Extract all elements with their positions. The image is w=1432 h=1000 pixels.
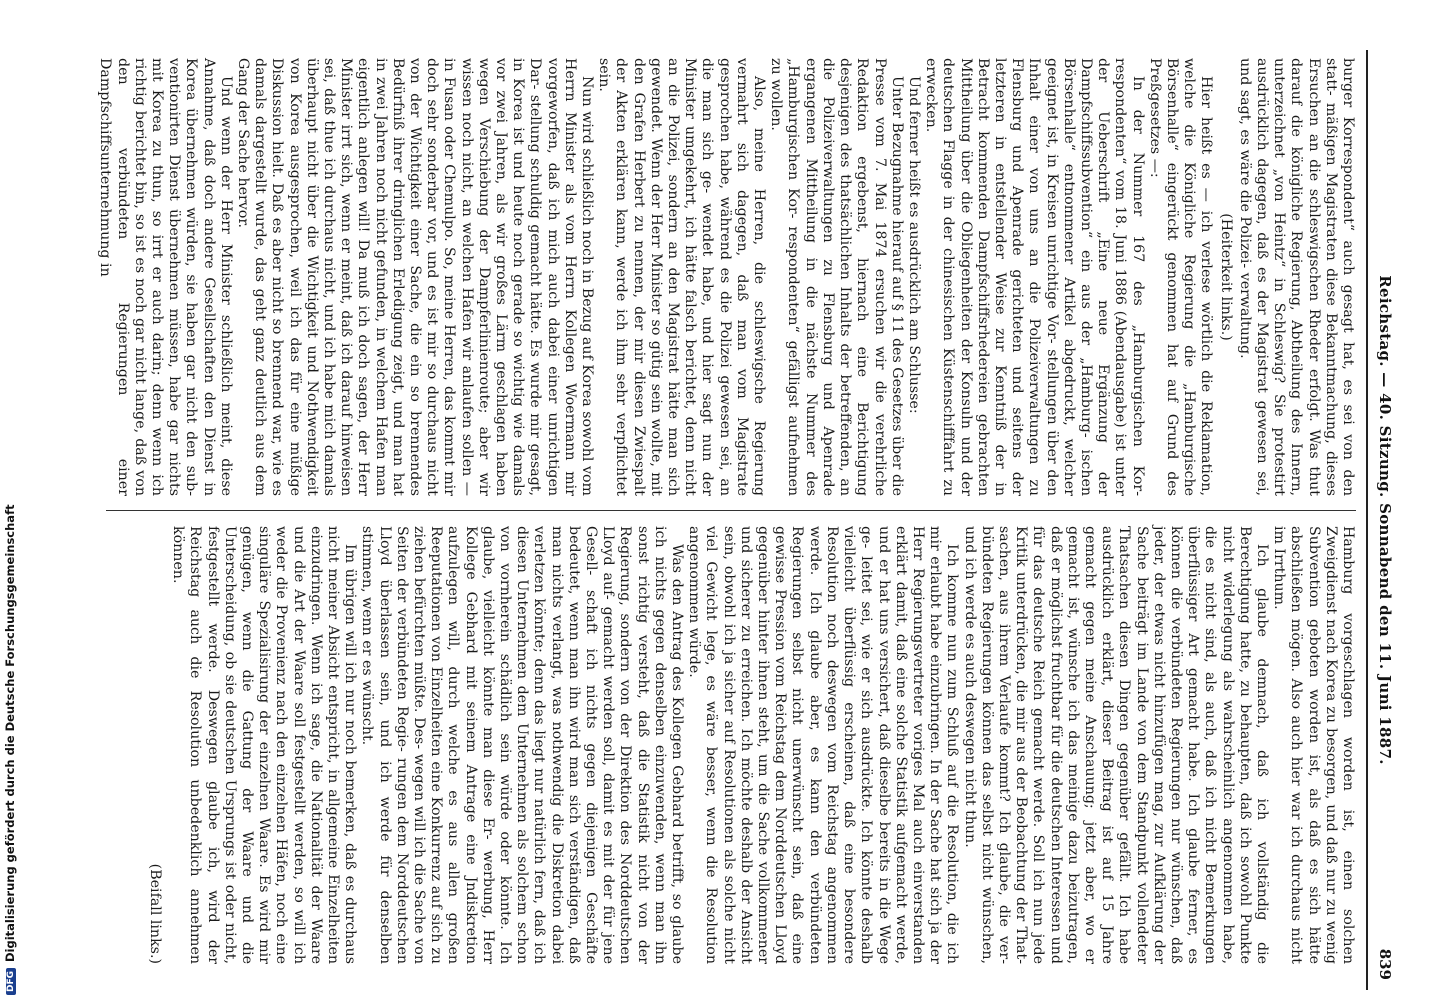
column-divider — [106, 510, 1356, 511]
rotated-page — [90, 40, 1396, 1000]
paragraph: burger Korrespondent“ auch gesagt hat, es sei von den statt- mäßigen Magistraten diese Bekanntmachung, dieses Ersuchen an die schleswigschen Rheder erfolgt. Was thut darauf die königliche Regierung, Abtheilung des Innern, unterzeichnet „von Heintz“ in Schleswig? Sie protestirt ausdrücklich dagegen, daß es der Magistrat gewesen sei, und sagt, es wäre die Polizei- verwaltung. — [1236, 58, 1356, 496]
right-column — [101, 526, 1356, 964]
paragraph: Ich glaube demnach, daß ich vollständig die Berechtigung hatte, zu behaupten, daß ich sowohl Punkte nicht widerlegung als wahrscheinlich angenommen habe, die es nicht sind, als auch, daß ich nicht Bemerkungen überflüssiger Art gemacht habe. Ich glaube ferner, es können die verbündeten Regierungen nur wünschen, daß jeder, der etwas nicht hinzufügen mag, zur Aufklärung der Sache beiträgt im Lande von dem Standpunkt vollendeter Thatsachen diesen Dingen gegenüber gefällt. Ich habe ausdrücklich erklärt, dieser Beitrag ist auf 15 Jahre gemacht gegen meine Anschauung; jetzt aber, wo er gemacht ist, wünsche ich das meinige dazu beizutragen, daß er möglichst fruchtbar für die deutschen Interessen und für das deutsche Reich gemacht werde. Soll ich nun jede Kritik unterdrücken, die mir aus der Beobachtung der That- sachen, aus ihrem Verlaufe kommt? Ich glaube, die ver- bündeten Regierungen können das selbst nicht wünschen, und ich werde es auch deswegen nicht thun. — [961, 526, 1270, 964]
paragraph: Und ferner heißt es ausdrücklich am Schlusse: — [905, 76, 922, 414]
page-header — [1372, 60, 1396, 980]
header-rule — [1366, 50, 1368, 990]
paragraph: Hamburg vorgeschlagen worden ist, einen solchen Zweigdienst nach Korea zu besorgen, und daß nur zu wenig Subvention geboten worden ist, als daß es sich hätte abschließen mögen. Also auch hier war ich durchaus nicht im Irrthum. — [1271, 526, 1356, 964]
digitization-credit — [0, 0, 24, 1000]
interjection: (Beifall links.) — [146, 863, 163, 964]
interjection: (Heiterkeit links.) — [1217, 213, 1234, 341]
quoted-paragraph: In der Nummer 167 des „Hamburgischen Kor- respondenten“ vom 18. Juni 1886 (Abendausgabe) ist unter der Ueberschrift „Eine neue Ergänzung der Dampfschiffssubvention“ ein aus der „Hamburg- ischen Börsenhalle“ entnommener Artikel abgedruckt, welcher geeignet ist, in Kreisen unrichtige Vor- stellungen über den Inhalt einer von uns an die Polizeiverwaltungen zu Flensburg und Apenrade gerichteten und seitens der letzteren in entstellender Weise zur Kenntniß der in Betracht kommenden Dampfschiffsrhedereien gebrachten Mittheilung über die Obliegenheiten der Konsuln und der deutschen Flagge in der chinesischen Küstenschifffahrt zu erwecken. — [923, 58, 1146, 496]
digitization-credit-text: Digitalisierung gefördert durch die Deutsche Forschungsgemeinschaft — [3, 504, 17, 962]
page-number: 839 — [1376, 948, 1394, 980]
quoted-paragraph: Unter Bezugnahme hierauf auf § 11 des Gesetzes über die Presse vom 7. Mai 1874 ersuchen wir die verehrliche Redaktion ergebenst, hiernach eine Berichtigung desjenigen des thatsächlichen Inhalts der betreffenden, an die Polizeiverwaltungen zu Flensburg und Apenrade ergangenen Mittheilung in die nächste Nummer des „Hamburgischen Kor- respondenten“ gefälligst aufnehmen zu wollen. — [768, 58, 905, 496]
paragraph: Was den Antrag des Kollegen Gebhard betrifft, so glaube ich nichts gegen denselben einzuwenden, wenn man ihn sonst richtig versteht, daß die Statistik nicht von der Regierung, sondern von der Direktion des Norddeutschen Lloyd auf- gemacht werden soll, damit es mit der für jene Gesell- schaft ich nichts gegen diejenigen Geschäfte bedeutet, wenn man ihn wird man sich verständigen, daß man nichts verlangt, was nothwendig die Diskretion dabei verletzen könnte; denn das liegt nur natürlich fern, daß ich diesen Unternehmen dem Unternehmen als solchem schon von vornherein schädlich sein würde oder könnte. Ich glaube, vielleicht könnte man diese Er- werbung, Herr Kollege Gebhard mit seinem Antrage eine Jndiskretion aufzulegen will, durch welche es aus allen großen Reeputationen von Einzelheiten eine Konkurrenz auf sich zu ziehen befürchten müßte. Des- wegen will ich die Sache von Seiten der verbündeten Regie- rungen dem Norddeutschen Lloyd überlassen sein, und ich werde für denselben stimmen, wenn er es wünscht. — [359, 526, 686, 964]
paragraph: Ich komme nun zum Schluß auf die Resolution, die ich mir erlaubt habe einzubringen. In der Sache hat sich ja der Herr Regierungsvertreter voriges Mal auch einverstanden erklärt damit, daß eine solche Statistik aufgemacht werde, und er hat uns versichert, daß dieselbe bereits in die Wege ge- leitet sei, wie er sich ausdrückte. Ich könnte deshalb vielleicht überflüssig erscheinen, daß eine besondere Resolution noch deswegen vom Reichstag angenommen werde. Ich glaube aber, es kann den verbündeten Regierungen selbst nicht unerwünscht sein, daß eine gewisse Pression vom Reichstag dem Norddeutschen Lloyd gegenüber hinter ihnen steht, um die Sache vollkommener und sicherer zu erreichen. Ich möchte deshalb der Ansicht sein, obwohl ich ja sicher auf Resolutionen als solche nicht viel Gewicht lege, es wäre besser, wenn die Resolution angenommen würde. — [686, 526, 961, 964]
paragraph: Also, meine Herren, die schleswigsche Regierung vermahrt sich dagegen, daß man vom Magistrate gesprochen habe, während es die Polizei gewesen sei, an die man sich ge- wendet habe, und hier sagt nun der Minister umgekehrt, ich hätte falsch berichtet, denn nicht an die Polizei, sondern an den Magistrat hätte man sich gewendet. Wenn der Herr Minister so gütig sein wollte, mit den Grafen Herbert zu nennen, der mir diesen Zwiespalt der Akten erklären kann, werde ich ihm sehr verpflichtet sein. — [596, 58, 768, 496]
paragraph: Nun wird schließlich noch in Bezug auf Korea sowohl vom Herrn Minister als vom Herrn Kollegen Woermann mir vorgeworfen, daß ich mich auch dabei einer unrichtigen Dar- stellung schuldig gemacht hätte. Es wurde mir gesagt, in Korea ist und heute noch gerade so wichtig wie damals vor zwei Jahren, als wir großes Lärm geschlagen haben wegen Verschiebung der Dampferlinienroute; aber wir wissen noch nicht, an welchen Hafen wir anlaufen sollen — in Fusan oder Chemulpo. So, meine Herren, das kommt mir doch sehr sonderbar vor, und es ist mir so durchaus nicht von der Wichtigkeit einer Sache, die ein so brennendes Bedürfniß ihrer dringlichen Erledigung zeigt, und man hat in zwei Jahren noch nicht gefunden, in welchem Hafen man eigentlich anlegen will! Da muß ich doch sagen, der Herr Minister irrt sich, wenn er meint, daß ich darauf hinweisen sei, daß thue ich durchaus nicht, und ich habe mich damals überhaupt nicht über die Wichtigkeit und Nothwendigkeit von Korea ausgesprochen, weil ich das für eine müßige Diskussion hielt. Daß es aber nicht so brennend war, wie es damals dargestellt wurde, das geht ganz deutlich aus dem Gang der Sache hervor. — [235, 58, 596, 496]
page-title: Reichstag. — 40. Sitzung. Sonnabend den 11. Juni 1887. — [1376, 275, 1394, 765]
paragraph: Im übrigen will ich nur noch bemerken, daß es durchaus nicht meiner Absicht entspricht, in allgemeine Einzelheiten einzudringen. Wenn ich sage, die Nationalität der Waare und die Art der Waare soll festgestellt werden, so will ich weder die Provenienz nach den einzelnen Häfen, noch eine singuläre Spezialisirung der einzelnen Waare. Es wird mir genügen, wenn die Gattung der Waare und die Unterscheidung, ob sie deutschen Ursprungs ist oder nicht, festgestellt werde. Deswegen glaube ich, wird der Reichstag auch die Resolution unbedenklich annehmen können. — [170, 526, 359, 964]
paragraph: Hier heißt es — ich verlese wörtlich die Reklamation, welche die Königliche Regierung die „Hamburgische Börsenhalle“ eingerückt genommen hat auf Grund des Preßgesetzes —: — [1146, 58, 1215, 496]
left-column — [97, 58, 1356, 496]
paragraph: Und wenn der Herr Minister schließlich meint, diese Annahme, daß doch andere Gesellschaften den Dienst in Korea übernehmen würden, sie haben gar nicht den sub- ventionirten Dienst übernehmen müssen, habe gar nichts mit Korea zu thun, so irrt er auch darin; denn wenn ich richtig berichtet bin, so ist es noch gar nicht lange, daß von den verbündeten Regierungen einer Dampfschiffsunternehmung in — [97, 58, 234, 496]
dfg-logo: DFG — [6, 968, 16, 995]
